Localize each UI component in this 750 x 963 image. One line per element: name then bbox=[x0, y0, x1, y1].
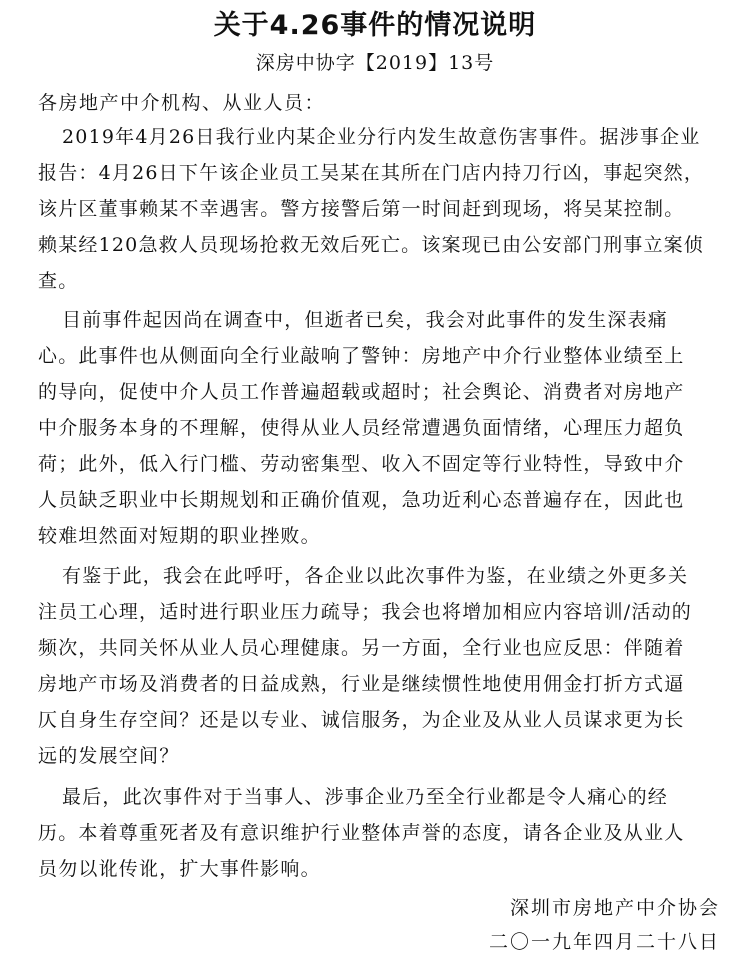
paragraph-4-line-3: 员勿以讹传讹，扩大事件影响。 bbox=[38, 858, 321, 880]
paragraph-2-line-4: 中介服务本身的不理解，使得从业人员经常遭遇负面情绪，心理压力超负 bbox=[38, 417, 685, 439]
paragraph-4-line-2: 历。本着尊重死者及有意识维护行业整体声誉的态度，请各企业及从业人 bbox=[38, 822, 685, 844]
signature-organization: 深圳市房地产中介协会 bbox=[509, 897, 720, 919]
paragraph-1-line-3: 该片区董事赖某不幸遇害。警方接警后第一时间赶到现场，将吴某控制。 bbox=[38, 198, 685, 220]
salutation: 各房地产中介机构、从业人员： bbox=[38, 92, 326, 114]
paragraph-3-line-1: 有鉴于此，我会在此呼吁，各企业以此次事件为鉴，在业绩之外更多关 bbox=[62, 565, 689, 587]
paragraph-3-line-6: 远的发展空间？ bbox=[38, 745, 180, 767]
paragraph-1-line-1: 2019年4月26日我行业内某企业分行内发生故意伤害事件。据涉事企业 bbox=[62, 126, 701, 148]
paragraph-2-line-5: 荷；此外，低入行门槛、劳动密集型、收入不固定等行业特性，导致中介 bbox=[38, 453, 685, 475]
paragraph-3-line-4: 房地产市场及消费者的日益成熟，行业是继续惯性地使用佣金打折方式逼 bbox=[38, 673, 685, 695]
document-number: 深房中协字【2019】13号 bbox=[255, 52, 495, 74]
signature-date: 二〇一九年四月二十八日 bbox=[488, 931, 720, 953]
paragraph-2-line-7: 较难坦然面对短期的职业挫败。 bbox=[38, 525, 321, 547]
paragraph-2-line-6: 人员缺乏职业中长期规划和正确价值观，急功近利心态普遍存在，因此也 bbox=[38, 489, 685, 511]
document-title: 关于4.26事件的情况说明 bbox=[213, 10, 537, 41]
paragraph-1-line-5: 查。 bbox=[38, 270, 79, 292]
paragraph-1-line-4: 赖某经120急救人员现场抢救无效后死亡。该案现已由公安部门刑事立案侦 bbox=[38, 234, 705, 256]
paragraph-1-line-2: 报告：4月26日下午该企业员工吴某在其所在门店内持刀行凶，事起突然， bbox=[38, 162, 705, 184]
paragraph-2-line-2: 心。此事件也从侧面向全行业敲响了警钟：房地产中介行业整体业绩至上 bbox=[38, 345, 685, 367]
paragraph-2-line-1: 目前事件起因尚在调查中，但逝者已矣，我会对此事件的发生深表痛 bbox=[62, 309, 669, 331]
paragraph-3-line-5: 仄自身生存空间？还是以专业、诚信服务，为企业及从业人员谋求更为长 bbox=[38, 709, 685, 731]
paragraph-2-line-3: 的导向，促使中介人员工作普遍超载或超时；社会舆论、消费者对房地产 bbox=[38, 381, 685, 403]
paragraph-4-line-1: 最后，此次事件对于当事人、涉事企业乃至全行业都是令人痛心的经 bbox=[62, 786, 669, 808]
paragraph-3-line-3: 频次，共同关怀从业人员心理健康。另一方面，全行业也应反思：伴随着 bbox=[38, 637, 685, 659]
paragraph-3-line-2: 注员工心理，适时进行职业压力疏导；我会也将增加相应内容培训/活动的 bbox=[38, 601, 693, 623]
